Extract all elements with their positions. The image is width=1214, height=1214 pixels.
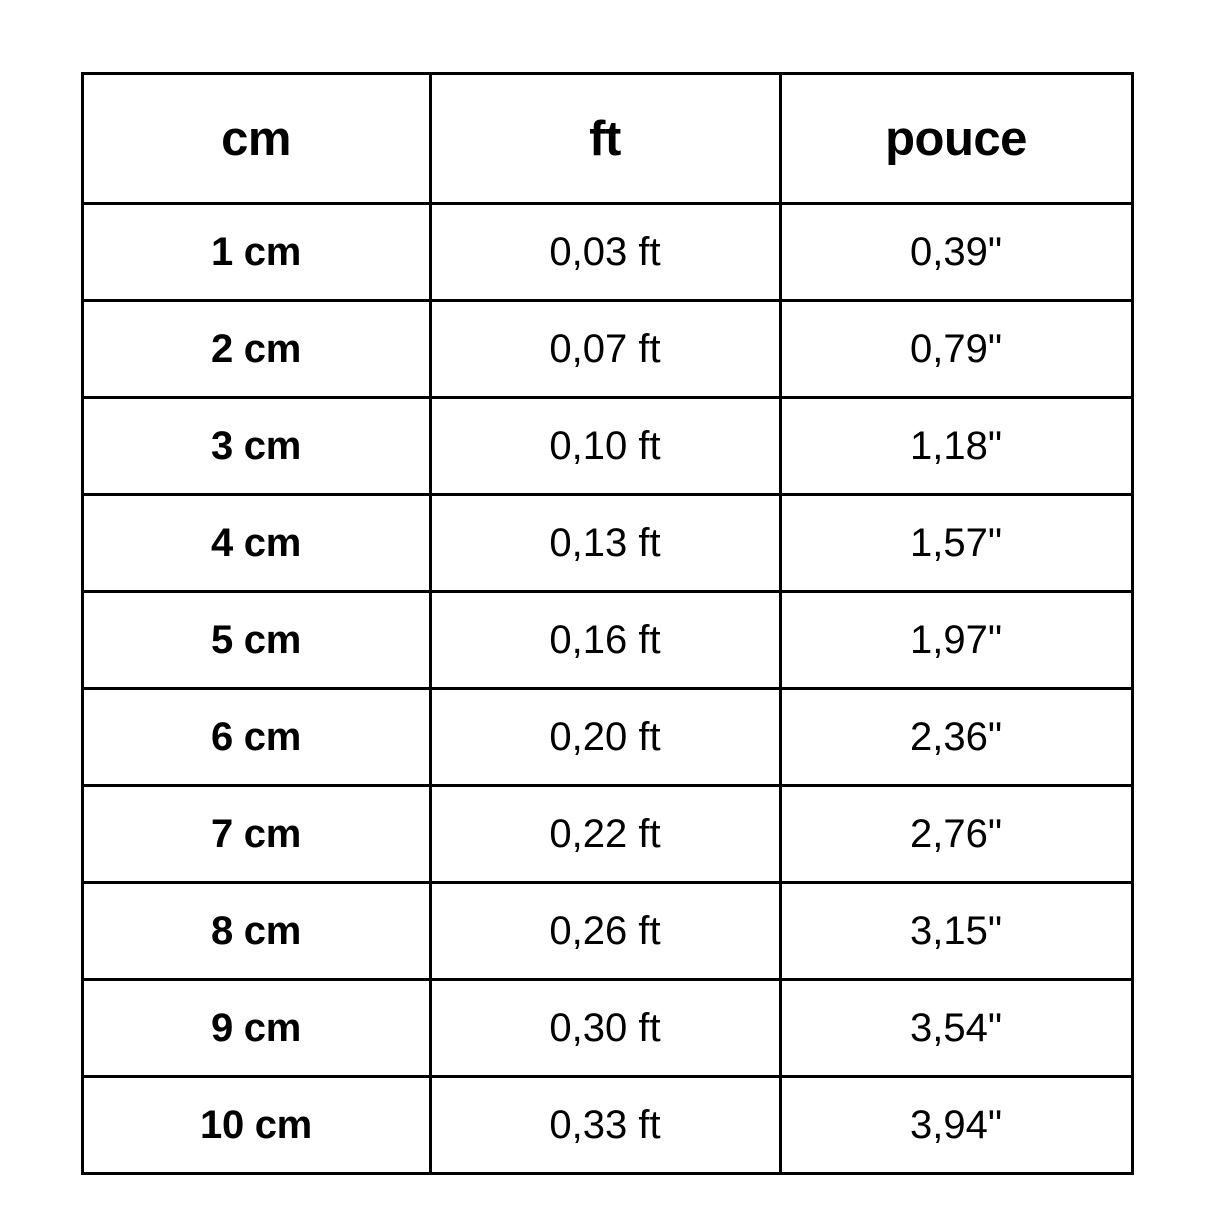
column-header-pouce: pouce xyxy=(780,74,1132,204)
cell-cm: 3 cm xyxy=(82,398,430,495)
cell-cm: 4 cm xyxy=(82,495,430,592)
table-row xyxy=(82,592,1132,689)
cell-ft: 0,20 ft xyxy=(430,689,780,786)
cell-ft: 0,03 ft xyxy=(430,204,780,301)
cell-pouce: 3,54" xyxy=(780,980,1132,1077)
table-row xyxy=(82,980,1132,1077)
table-row xyxy=(82,786,1132,883)
table-row xyxy=(82,204,1132,301)
cell-ft: 0,30 ft xyxy=(430,980,780,1077)
cell-pouce: 1,97" xyxy=(780,592,1132,689)
cm-to-ft-inch-table xyxy=(81,72,1134,1175)
table-row xyxy=(82,495,1132,592)
cell-ft: 0,16 ft xyxy=(430,592,780,689)
cell-pouce: 1,57" xyxy=(780,495,1132,592)
cell-ft: 0,13 ft xyxy=(430,495,780,592)
cell-cm: 9 cm xyxy=(82,980,430,1077)
cell-cm: 2 cm xyxy=(82,301,430,398)
table-row xyxy=(82,301,1132,398)
cell-pouce: 3,15" xyxy=(780,883,1132,980)
cell-pouce: 2,76" xyxy=(780,786,1132,883)
cell-cm: 5 cm xyxy=(82,592,430,689)
cell-ft: 0,22 ft xyxy=(430,786,780,883)
table-row xyxy=(82,883,1132,980)
table-header-row xyxy=(82,74,1132,204)
cell-pouce: 2,36" xyxy=(780,689,1132,786)
cell-pouce: 0,39" xyxy=(780,204,1132,301)
table-row xyxy=(82,398,1132,495)
table-row xyxy=(82,689,1132,786)
cell-cm: 7 cm xyxy=(82,786,430,883)
cell-pouce: 3,94" xyxy=(780,1077,1132,1174)
column-header-ft: ft xyxy=(430,74,780,204)
table-header xyxy=(82,74,1132,204)
cell-ft: 0,33 ft xyxy=(430,1077,780,1174)
table-row xyxy=(82,1077,1132,1174)
cell-cm: 10 cm xyxy=(82,1077,430,1174)
cell-ft: 0,26 ft xyxy=(430,883,780,980)
cell-cm: 8 cm xyxy=(82,883,430,980)
cell-pouce: 1,18" xyxy=(780,398,1132,495)
cell-cm: 6 cm xyxy=(82,689,430,786)
column-header-cm: cm xyxy=(82,74,430,204)
cell-ft: 0,07 ft xyxy=(430,301,780,398)
cell-pouce: 0,79" xyxy=(780,301,1132,398)
cell-ft: 0,10 ft xyxy=(430,398,780,495)
table-body xyxy=(82,204,1132,1174)
cell-cm: 1 cm xyxy=(82,204,430,301)
